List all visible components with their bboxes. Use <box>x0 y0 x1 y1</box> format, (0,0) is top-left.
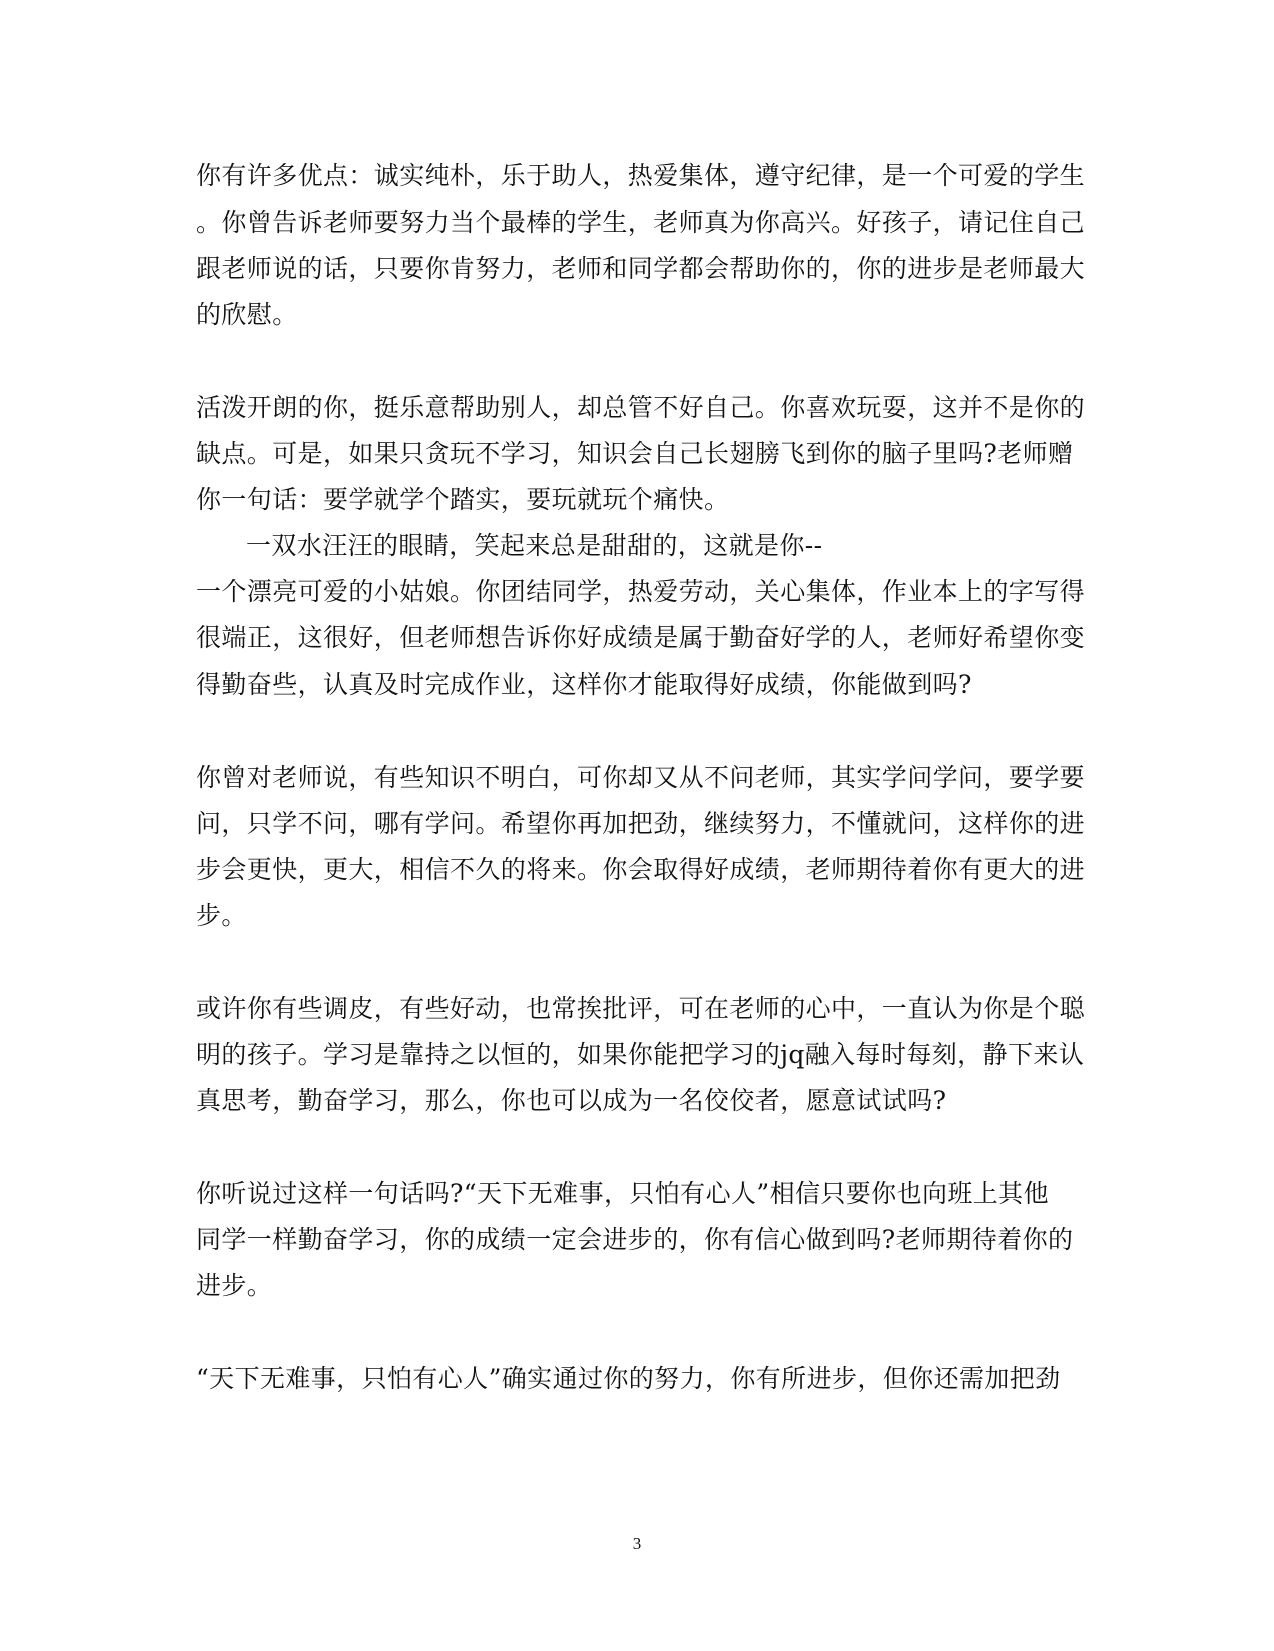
text-line: 的欣慰。 <box>196 300 298 329</box>
text-line: 你有许多优点：诚实纯朴，乐于助人，热爱集体，遵守纪律，是一个可爱的学生 <box>196 161 1086 190</box>
text-line: 步会更快，更大，相信不久的将来。你会取得好成绩，老师期待着你有更大的进 <box>196 855 1086 884</box>
text-line: 真思考，勤奋学习，那么，你也可以成为一名佼佼者，愿意试试吗? <box>196 1086 947 1115</box>
text-line: 活泼开朗的你，挺乐意帮助别人，却总管不好自己。你喜欢玩耍，这并不是你的 <box>196 393 1086 422</box>
text-line: 同学一样勤奋学习，你的成绩一定会进步的，你有信心做到吗?老师期待着你的 <box>196 1225 1074 1254</box>
text-line: 你曾对老师说，有些知识不明白，可你却又从不问老师，其实学问学问，要学要 <box>196 763 1086 792</box>
text-line: 你听说过这样一句话吗?“天下无难事，只怕有心人”相信只要你也向班上其他 <box>196 1179 1049 1208</box>
text-line: 或许你有些调皮，有些好动，也常挨批评，可在老师的心中，一直认为你是个聪 <box>196 994 1086 1023</box>
text-line: 明的孩子。学习是靠持之以恒的，如果你能把学习的jq融入每时每刻，静下来认 <box>196 1040 1085 1069</box>
text-line: 一个漂亮可爱的小姑娘。你团结同学，热爱劳动，关心集体，作业本上的字写得 <box>196 577 1086 606</box>
text-line: 得勤奋些，认真及时完成作业，这样你才能取得好成绩，你能做到吗? <box>196 670 972 699</box>
text-line: 你一句话：要学就学个踏实，要玩就玩个痛快。 <box>196 485 730 514</box>
text-line: 缺点。可是，如果只贪玩不学习，知识会自己长翅膀飞到你的脑子里吗?老师赠 <box>196 439 1074 468</box>
text-line: 步。 <box>196 901 247 930</box>
text-line: 一双水汪汪的眼睛，笑起来总是甜甜的，这就是你-- <box>246 531 823 560</box>
text-line: 问，只学不问，哪有学问。希望你再加把劲，继续努力，不懂就问，这样你的进 <box>196 809 1086 838</box>
text-line: 进步。 <box>196 1271 273 1300</box>
text-line: 很端正，这很好，但老师想告诉你好成绩是属于勤奋好学的人，老师好希望你变 <box>196 623 1086 652</box>
text-line: “天下无难事，只怕有心人”确实通过你的努力，你有所进步，但你还需加把劲 <box>196 1364 1061 1393</box>
page-number: 3 <box>632 1534 642 1553</box>
text-line: 。你曾告诉老师要努力当个最棒的学生，老师真为你高兴。好孩子，请记住自己 <box>196 208 1086 237</box>
text-line: 跟老师说的话，只要你肯努力，老师和同学都会帮助你的，你的进步是老师最大 <box>196 254 1086 283</box>
